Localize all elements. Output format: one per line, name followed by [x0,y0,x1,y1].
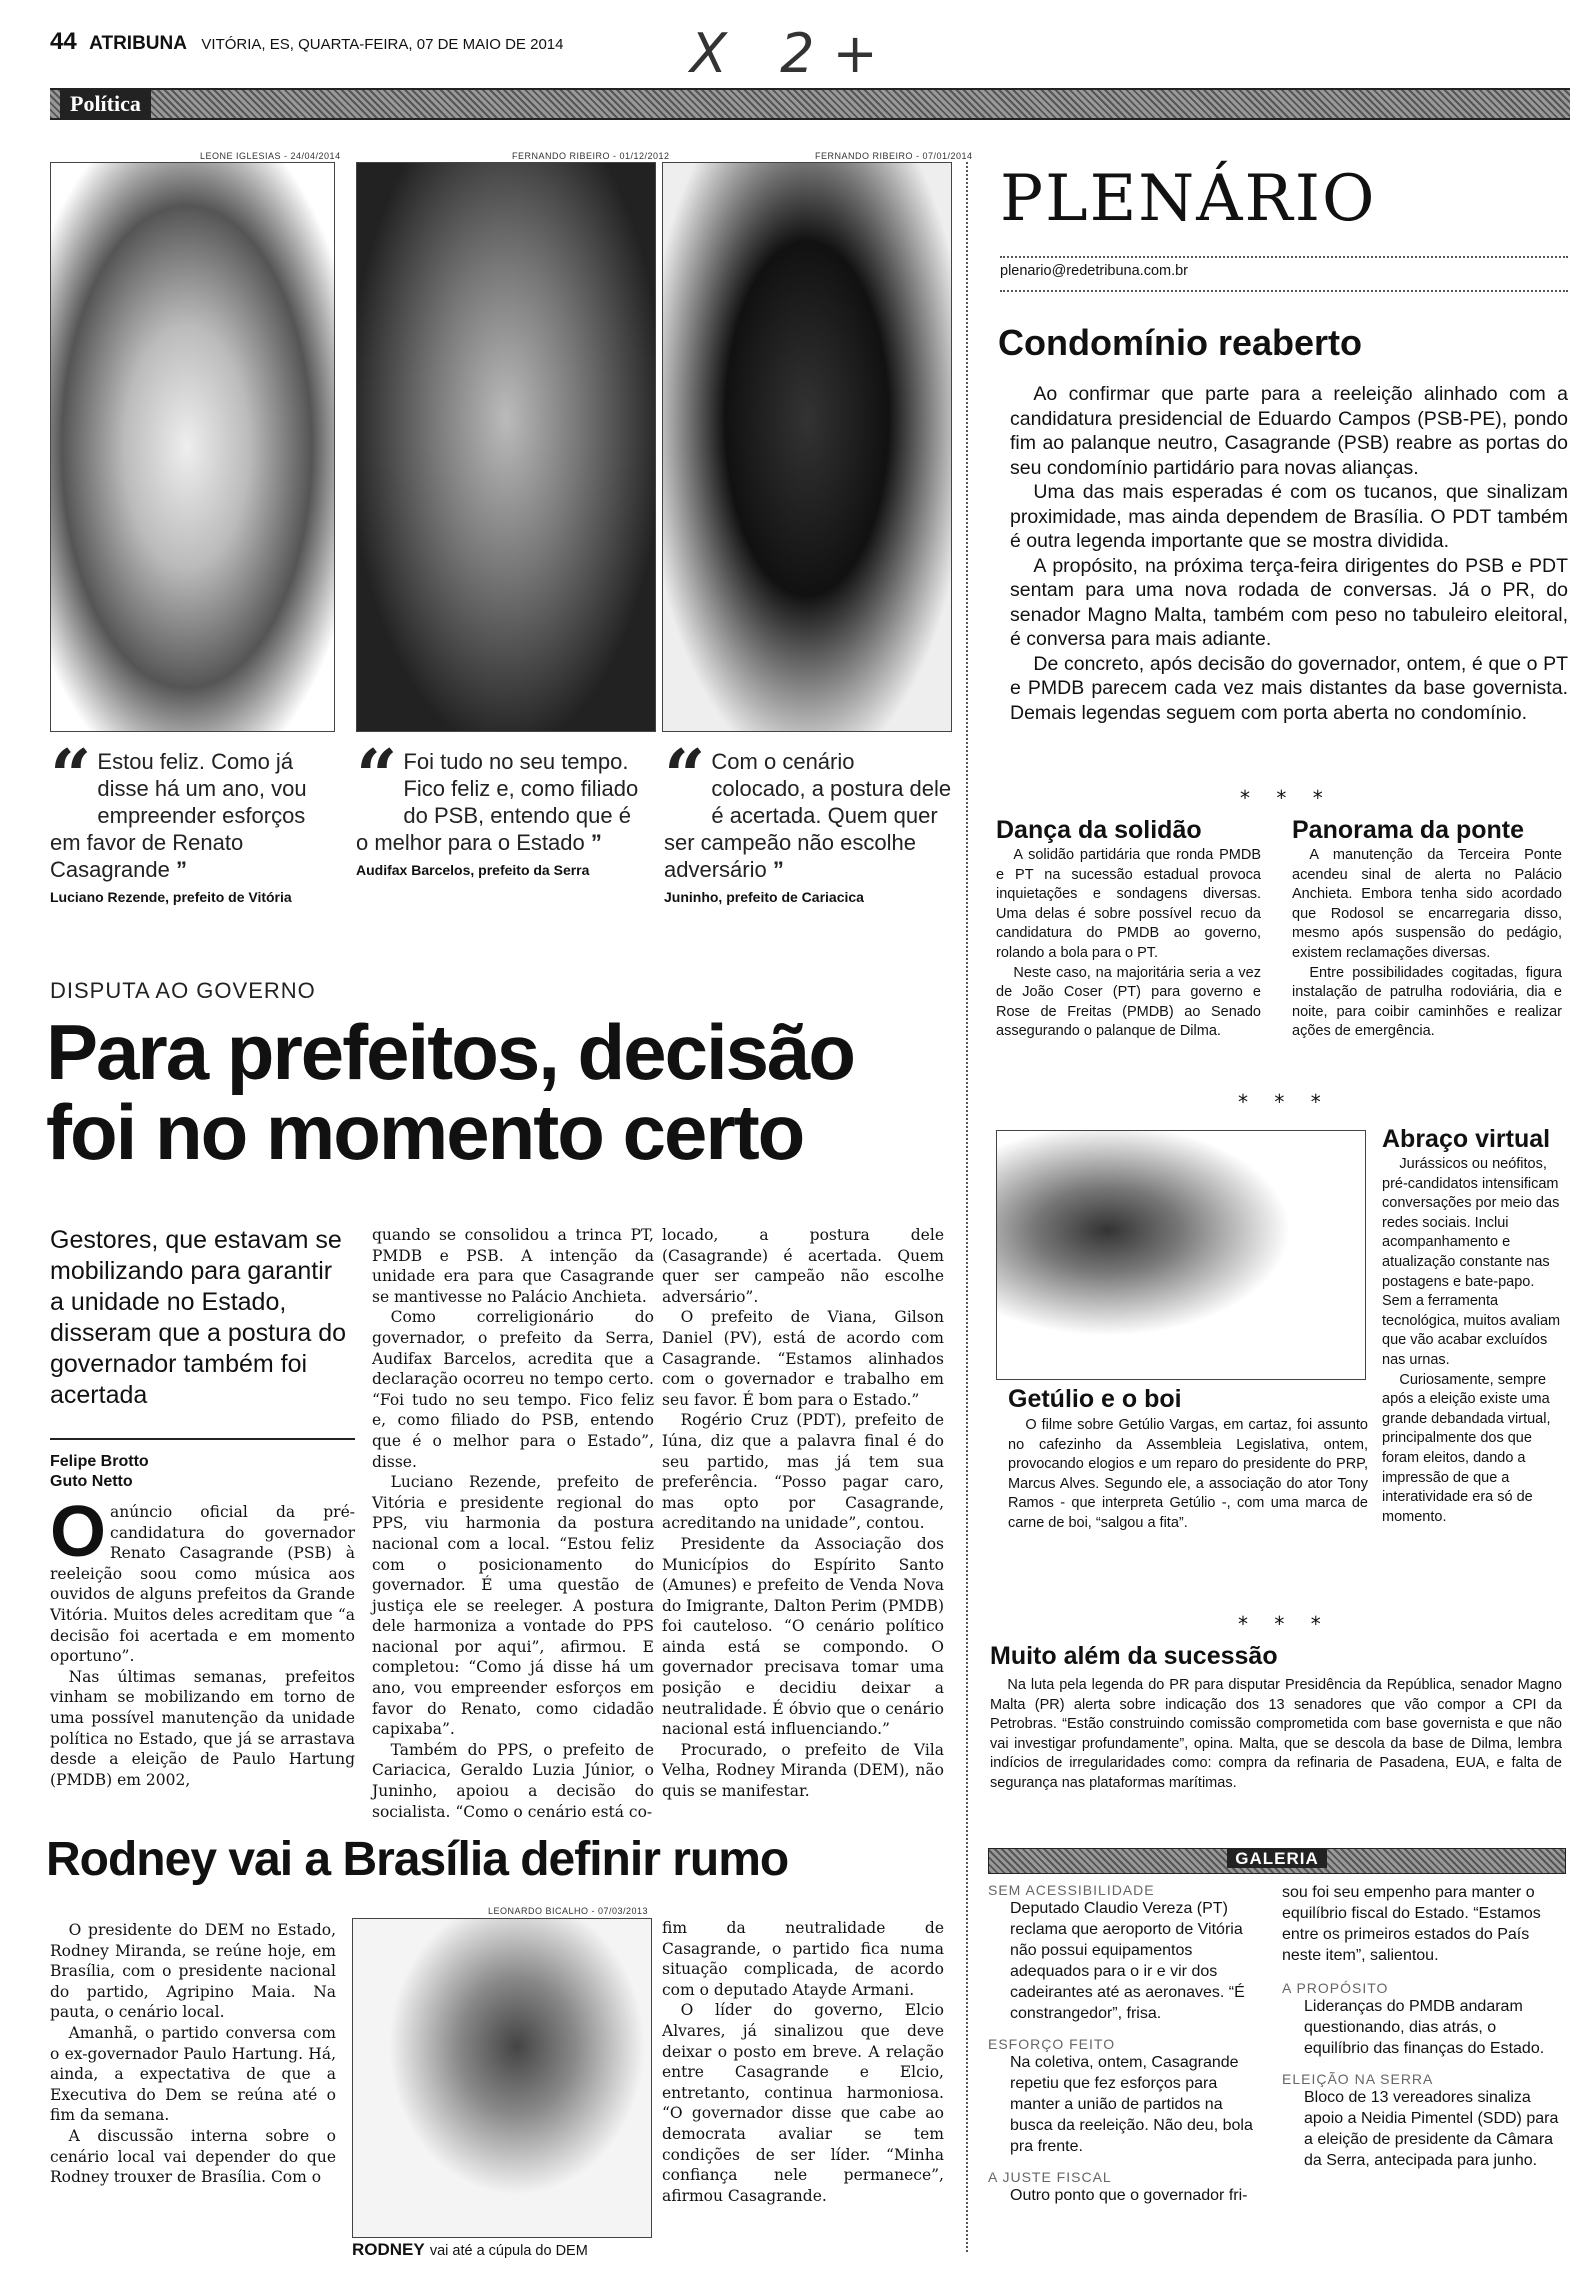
galeria-item-text: Outro ponto que o governador fri- [1010,2187,1248,2204]
galeria-item-label: ESFORÇO FEITO [988,2036,1116,2052]
photo-rodney-miranda [352,1918,652,2238]
story-column-3: locado, a postura dele (Casagrande) é acertada. Quem quer ser campeão não escolhe adversário”. O prefeito de Viana, Gilson Daniel (PV), está de acordo com Casagrande. “Estamos alinhados com o governador e trabalho em seu favor. É bom para o Estado.” Rogério Cruz (PDT), prefeito de Iúna, diz que a palavra final é do seu partido, mas já tem sua preferência. “Posso pagar caro, mas opto por Casagrande, acreditando na unidade”, contou. Presidente da Associação dos Municípios do Espírito Santo (Amunes) e prefeito de Venda Nova do Imigrante, Dalton Perim (PMDB) foi cauteloso. “O cenário político ainda está se compondo. O governador precisava tomar uma posição e decidiu deixar a neutralidade. É óbvio que o cenário nacional está influenciando.” Procurado, o prefeito de Vila Velha, Rodney Miranda (DEM), não quis se manifestar. [662,1226,944,1801]
newspaper-brand: ATRIBUNA [89,33,187,54]
drop-cap: O [50,1492,107,1572]
abraco-text: Jurássicos ou neófitos, pré-candidatos intensificam conversações por meio das redes sociais. Inclui acompanhamento e atualização constante nas postagens e bate-papo. Sem a ferramenta tecnológica, muitos avaliam que vão acabar excluídos nas urnas. Curiosamente, sempre após a eleição existe uma grande debandada virtual, principalmente dos que foram eleitos, dando a impressão de que a interatividade era só de momento. [1382,1156,1561,1525]
open-quote-mark: “ [356,733,398,818]
lead-text: Ao confirmar que parte para a reeleição alinhado com a candidatura presidencial de Eduardo Campos (PSB-PE), pondo fim ao palanque neutro, Casagrande (PSB) reabre as portas do seu condomínio partidário para novas alianças. Uma das mais esperadas é com os tucanos, que sinalizam proximidade, mas ainda dependem de Brasília. O PDT também é outra legenda importante que se mostra dividida. A propósito, na próxima terça-feira dirigentes do PSB e PDT sentam para uma nova rodada de conversas. Já o PR, do senador Magno Malta, também com peso no tabuleiro eleitoral, é conversa para mais adiante. De concreto, após decisão do governador, ontem, é que o PT e PMDB parecem cada vez mais distantes da base governista. Demais legendas seguem com porta aberta no condomínio. [1010,383,1568,724]
lead-title: Condomínio reaberto [998,322,1363,363]
pull-quote: “ Com o cenário colocado, a postura dele é acertada. Quem quer ser campeão não escolhe adversário ” [664,733,952,882]
quote-block [356,733,646,878]
ponte-title: Panorama da ponte [1292,816,1524,844]
open-quote-mark: “ [50,733,92,818]
galeria-column-1 [988,1882,1268,2206]
photo-credit: FERNANDO RIBEIRO - 07/01/2014 [815,151,973,161]
photo-juninho [662,162,952,732]
main-headline: Para prefeitos, decisão foi no momento certo [46,1008,855,1176]
plenario-title: PLENÁRIO [1000,162,1377,236]
galeria-label: GALERIA [1227,1849,1327,1868]
quote-block [50,733,330,905]
story-kicker: DISPUTA AO GOVERNO [50,978,316,1003]
ponte-text: A manutenção da Terceira Ponte acendeu sinal de alerta no Palácio Anchieta. Embora tenha sido acordado que Rodosol se encarregaria disso, mesmo após suspensão do pedágio, existem reclamações diversas. Entre possibilidades cogitadas, figura instalação de patrulha rodoviária, dia e noite, para coibir caminhões e realizar ações de emergência. [1292,847,1562,1040]
close-quote-mark: ” [772,857,784,882]
page-number: 44 [50,28,77,55]
quote-block [664,733,954,905]
galeria-item-label: ELEIÇÃO NA SERRA [1282,2071,1434,2087]
section-bar [50,88,1570,120]
divider [1000,290,1568,292]
photo-credit: LEONE IGLESIAS - 24/04/2014 [200,151,341,161]
alem-text: Na luta pela legenda do PR para disputar Presidência da República, senador Magno Malta (PR) alerta sobre indicação dos 13 senadores que vão compor a CPI da Petrobras. “Estão construindo comissão comprometida com base governista e que não vai investigar profundamente”, opina. Malta, que se descola da base de Dilma, lembra indícios de irregularidades como: compra da refinaria de Pasadena, EUA, e falta de segurança nas plataformas marítimas. [990,1677,1562,1791]
galeria-bar [988,1848,1566,1874]
photo-getulio [996,1130,1366,1380]
story-column-1: Oanúncio oficial da pré-candidatura do governador Renato Casagrande (PSB) à reeleição soou como música aos ouvidos de alguns prefeitos da Grande Vitória. Muitos deles acreditam que “a decisão foi acertada e em momento oportuno”. Nas últimas semanas, prefeitos vinham se mobilizando em torno de uma possível manutenção da unidade política no Estado, que já se arrastava desde a eleição de Paulo Hartung (PMDB) em 2002, [50,1492,355,1789]
photo-caption: RODNEY vai até a cúpula do DEM [352,2240,588,2259]
danca-title: Dança da solidão [996,816,1202,844]
open-quote-mark: “ [664,733,706,818]
galeria-item-text: Bloco de 13 vereadores sinaliza apoio a Neidia Pimentel (SDD) para a eleição de presidente da Câmara da Serra, antecipada para junho. [1304,2089,1559,2169]
quote-attribution: Audifax Barcelos, prefeito da Serra [356,862,590,878]
photo-luciano-rezende [50,162,335,732]
handwritten-mark: X 2+ [690,22,896,85]
section-label: Política [60,90,151,118]
quote-attribution: Juninho, prefeito de Cariacica [664,889,864,905]
divider [1000,256,1568,258]
rodney-column-3: fim da neutralidade de Casagrande, o partido fica numa situação complicada, de acordo com o deputado Atayde Armani. O líder do governo, Elcio Alvares, já sinalizou que deve deixar o posto em breve. A relação entre Casagrande e Elcio, entretanto, continua harmoniosa. “O governador disse que cabe ao democrata avaliar se tem condições de ser líder. “Minha confiança nele permanece”, afirmou Casagrande. [662,1919,944,2205]
photo-credit: FERNANDO RIBEIRO - 01/12/2012 [512,151,670,161]
separator-stars: * * * [1240,786,1333,810]
danca-text: A solidão partidária que ronda PMDB e PT na sucessão estadual provoca inquietações e sondagens diversas. Uma delas é sobre possível recuo da candidatura do PMDB ao governo, rolando a bola para o PT. Neste caso, na majoritária seria a vez de João Coser (PT) para governo e Rose de Freitas (PMDB) ao Senado assegurando o palanque de Dilma. [996,847,1261,1040]
galeria-item-text: Deputado Claudio Vereza (PT) reclama que aeroporto de Vitória não possui equipamentos adequados para o ir e vir dos cadeirantes até as aeronaves. “É constrangedor”, frisa. [1010,1900,1245,2022]
story-column-2: quando se consolidou a trinca PT, PMDB e PSB. A intenção da unidade era para que Casagrande se mantivesse no Palácio Anchieta. Como correligionário do governador, o prefeito da Serra, Audifax Barcelos, acredita que a declaração ocorreu no tempo certo. “Foi tudo no seu tempo. Fico feliz e, como filiado do PSB, entendo que é o melhor para o Estado”, disse. Luciano Rezende, prefeito de Vitória e presidente regional do PPS, viu harmonia da postura nacional com a local. “Estou feliz com o posicionamento do governador. É uma questão de justiça ele se reeleger. A postura dele harmoniza a vontade do PPS nacional por aqui”, afirmou. E completou: “Como já disse há um ano, vou empreender esforços em favor do Renato, como cidadão capixaba”. Também do PPS, o prefeito de Cariacica, Geraldo Luzia Júnior, o Juninho, apoiou a decisão do socialista. “Como o cenário está co- [372,1226,654,1821]
pull-quote: “ Foi tudo no seu tempo. Fico feliz e, como filiado do PSB, entendo que é o melhor para o Estado ” [356,733,639,855]
alem-title: Muito além da sucessão [990,1642,1278,1670]
quote-attribution: Luciano Rezende, prefeito de Vitória [50,889,292,905]
column-divider [966,162,968,2252]
galeria-item-text: Lideranças do PMDB andaram questionando, dias atrás, o equilíbrio das finanças do Estado. [1304,1998,1545,2057]
galeria-column-2 [1282,1882,1564,2171]
byline: Felipe Brotto Guto Netto [50,1453,149,1490]
pull-quote: “ Estou feliz. Como já disse há um ano, vou empreender esforços em favor de Renato Casagrande ” [50,733,307,882]
getulio-title: Getúlio e o boi [1008,1385,1182,1413]
photo-credit: LEONARDO BICALHO - 07/03/2013 [488,1906,649,1916]
close-quote-mark: ” [176,857,187,882]
divider [50,1438,355,1440]
galeria-item-label: SEM ACESSIBILIDADE [988,1882,1155,1898]
galeria-item-text: Na coletiva, ontem, Casagrande repetiu que fez esforços para manter a união de partidos na busca da reeleição. Não deu, bola pra frente. [1010,2054,1253,2155]
separator-stars: * * * [1238,1612,1331,1636]
rodney-headline: Rodney vai a Brasília definir rumo [46,1833,789,1886]
rodney-column-1: O presidente do DEM no Estado, Rodney Miranda, se reúne hoje, em Brasília, com o presidente nacional do partido, Agripino Maia. Na pauta, o cenário local. Amanhã, o partido conversa com o ex-governador Paulo Hartung. Há, ainda, a expectativa de que a Executiva do Dem se reúna até o fim da semana. A discussão interna sobre o cenário local vai depender do que Rodney trouxer de Brasília. Com o [50,1921,336,2187]
getulio-text: O filme sobre Getúlio Vargas, em cartaz, foi assunto no cafezinho da Assembleia Legislativa, ontem, provocando elogios e um reparo do presidente do PRP, Marcus Alves. Segundo ele, a associação do ator Tony Ramos - que interpreta Getúlio -, com uma marca de carne de boi, “salgou a fita”. [1008,1417,1368,1531]
galeria-item-label: A JUSTE FISCAL [988,2169,1112,2185]
galeria-item-text: sou foi seu empenho para manter o equilíbrio fiscal do Estado. “Estamos entre os primeiros estados do País neste item”, salientou. [1282,1884,1541,1964]
story-subhead: Gestores, que estavam se mobilizando para garantir a unidade no Estado, disseram que a postura do governador também foi acertada [50,1226,347,1409]
dateline: VITÓRIA, ES, QUARTA-FEIRA, 07 DE MAIO DE 2014 [201,36,564,53]
separator-stars: * * * [1238,1090,1331,1114]
abraco-title: Abraço virtual [1382,1125,1551,1153]
photo-audifax-barcelos [356,162,656,732]
galeria-item-label: A PROPÓSITO [1282,1980,1389,1996]
plenario-email: plenario@redetribuna.com.br [1000,263,1189,279]
close-quote-mark: ” [590,830,602,855]
